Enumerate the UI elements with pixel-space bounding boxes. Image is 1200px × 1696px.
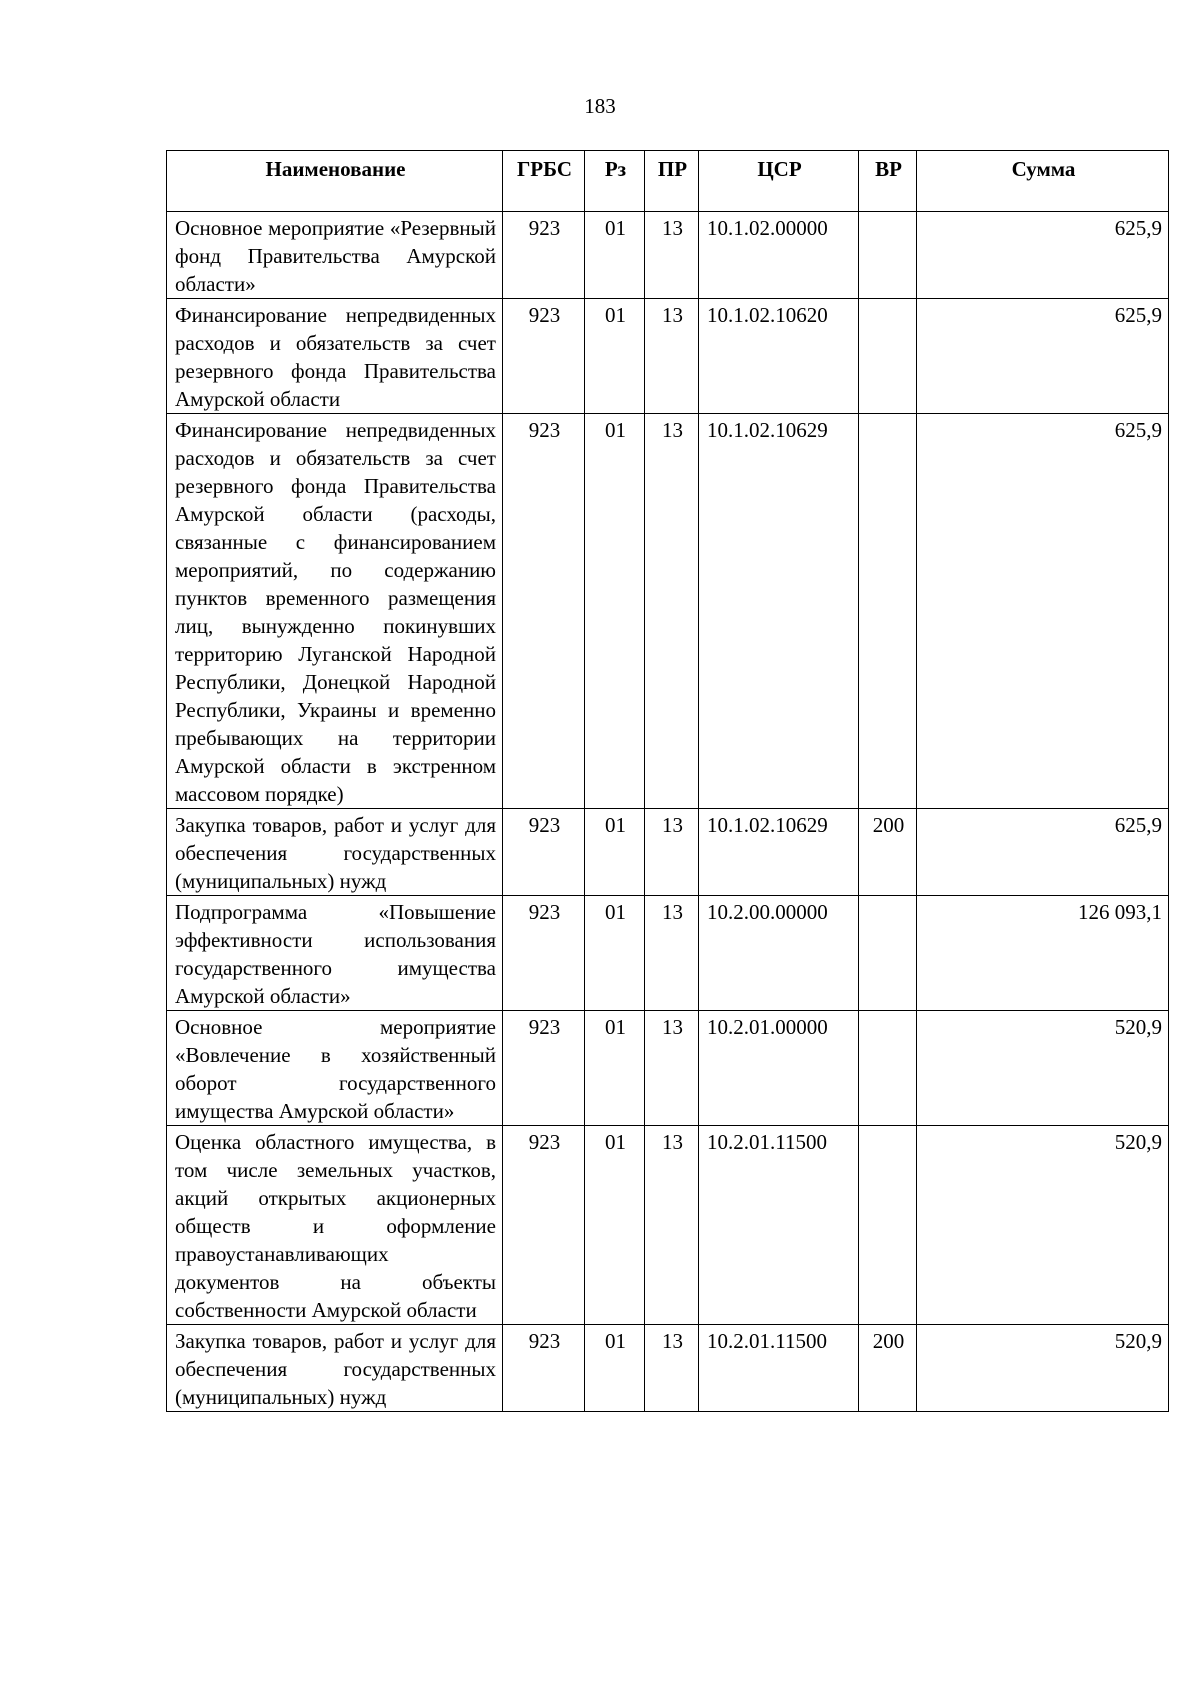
cell-csr: 10.2.01.00000 xyxy=(699,1011,859,1126)
cell-name: Основное мероприятие «Резервный фонд Правительства Амурской области» xyxy=(167,212,503,299)
table-header-row xyxy=(167,151,1169,212)
header-name: Наименование xyxy=(167,151,503,212)
cell-csr: 10.1.02.10629 xyxy=(699,414,859,809)
cell-grbs: 923 xyxy=(503,212,585,299)
cell-sum: 520,9 xyxy=(917,1325,1169,1412)
cell-vr xyxy=(859,212,917,299)
cell-vr xyxy=(859,299,917,414)
cell-rz: 01 xyxy=(585,1126,645,1325)
cell-sum: 625,9 xyxy=(917,414,1169,809)
cell-grbs: 923 xyxy=(503,896,585,1011)
cell-vr xyxy=(859,896,917,1011)
header-sum: Сумма xyxy=(917,151,1169,212)
cell-grbs: 923 xyxy=(503,1325,585,1412)
cell-name: Закупка товаров, работ и услуг для обеспечения государственных (муниципальных) нужд xyxy=(167,809,503,896)
header-csr: ЦСР xyxy=(699,151,859,212)
cell-csr: 10.2.01.11500 xyxy=(699,1126,859,1325)
cell-grbs: 923 xyxy=(503,299,585,414)
cell-vr: 200 xyxy=(859,809,917,896)
cell-sum: 625,9 xyxy=(917,809,1169,896)
header-rz: Рз xyxy=(585,151,645,212)
cell-sum: 126 093,1 xyxy=(917,896,1169,1011)
table-row xyxy=(167,1325,1169,1412)
table-row xyxy=(167,809,1169,896)
budget-table xyxy=(166,150,1169,1412)
header-grbs: ГРБС xyxy=(503,151,585,212)
cell-name: Подпрограмма «Повышение эффективности использования государственного имущества Амурской области» xyxy=(167,896,503,1011)
cell-name: Финансирование непредвиденных расходов и обязательств за счет резервного фонда Правительства Амурской области (расходы, связанные с финансированием мероприятий, по содержанию пунктов временного размещения лиц, вынужденно покинувших территорию Луганской Народной Республики, Донецкой Народной Республики, Украины и временно пребывающих на территории Амурской области в экстренном массовом порядке) xyxy=(167,414,503,809)
cell-name: Закупка товаров, работ и услуг для обеспечения государственных (муниципальных) нужд xyxy=(167,1325,503,1412)
cell-pr: 13 xyxy=(645,1011,699,1126)
cell-csr: 10.2.00.00000 xyxy=(699,896,859,1011)
cell-pr: 13 xyxy=(645,414,699,809)
cell-vr: 200 xyxy=(859,1325,917,1412)
cell-grbs: 923 xyxy=(503,1126,585,1325)
cell-pr: 13 xyxy=(645,896,699,1011)
cell-csr: 10.1.02.10629 xyxy=(699,809,859,896)
cell-sum: 625,9 xyxy=(917,299,1169,414)
table-row xyxy=(167,414,1169,809)
header-vr: ВР xyxy=(859,151,917,212)
cell-rz: 01 xyxy=(585,299,645,414)
header-pr: ПР xyxy=(645,151,699,212)
cell-rz: 01 xyxy=(585,1011,645,1126)
cell-vr xyxy=(859,1126,917,1325)
cell-grbs: 923 xyxy=(503,809,585,896)
table-row xyxy=(167,1011,1169,1126)
cell-pr: 13 xyxy=(645,1126,699,1325)
table-row xyxy=(167,896,1169,1011)
cell-grbs: 923 xyxy=(503,414,585,809)
cell-csr: 10.2.01.11500 xyxy=(699,1325,859,1412)
page-number: 183 xyxy=(584,94,616,118)
cell-csr: 10.1.02.00000 xyxy=(699,212,859,299)
table-row xyxy=(167,299,1169,414)
cell-name: Основное мероприятие «Вовлечение в хозяйственный оборот государственного имущества Амурской области» xyxy=(167,1011,503,1126)
cell-rz: 01 xyxy=(585,414,645,809)
cell-pr: 13 xyxy=(645,809,699,896)
table-row xyxy=(167,1126,1169,1325)
cell-sum: 520,9 xyxy=(917,1011,1169,1126)
cell-sum: 625,9 xyxy=(917,212,1169,299)
cell-vr xyxy=(859,414,917,809)
cell-rz: 01 xyxy=(585,212,645,299)
cell-rz: 01 xyxy=(585,809,645,896)
cell-csr: 10.1.02.10620 xyxy=(699,299,859,414)
cell-rz: 01 xyxy=(585,896,645,1011)
cell-sum: 520,9 xyxy=(917,1126,1169,1325)
cell-rz: 01 xyxy=(585,1325,645,1412)
cell-pr: 13 xyxy=(645,1325,699,1412)
cell-vr xyxy=(859,1011,917,1126)
cell-name: Оценка областного имущества, в том числе земельных участков, акций открытых акционерных обществ и оформление правоустанавливающих документов на объекты собственности Амурской области xyxy=(167,1126,503,1325)
cell-pr: 13 xyxy=(645,299,699,414)
cell-grbs: 923 xyxy=(503,1011,585,1126)
cell-pr: 13 xyxy=(645,212,699,299)
table-row xyxy=(167,212,1169,299)
cell-name: Финансирование непредвиденных расходов и обязательств за счет резервного фонда Правительства Амурской области xyxy=(167,299,503,414)
